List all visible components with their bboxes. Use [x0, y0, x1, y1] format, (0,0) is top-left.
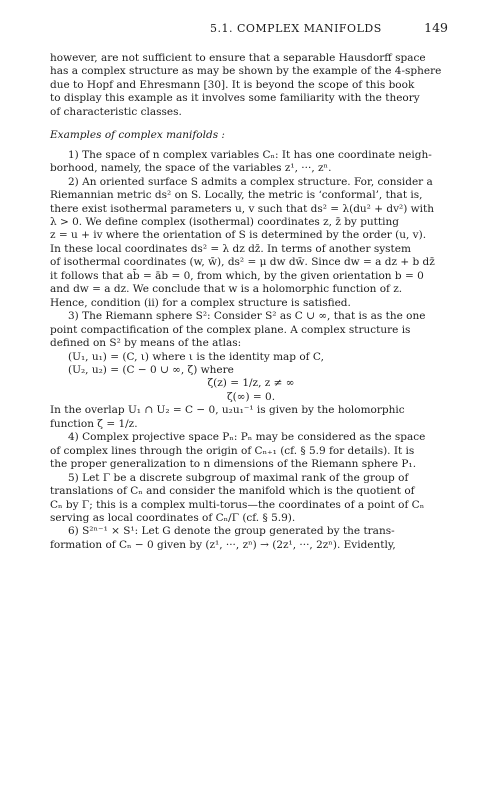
- text-line: 2) An oriented surface S admits a complex structure. For, consider a: [68, 175, 433, 188]
- text-line: λ > 0. We define complex (isothermal) coordinates z, z̄ by putting: [50, 215, 399, 228]
- text-line: point compactification of the complex plane. A complex structure is: [50, 323, 411, 336]
- text-line: and dw = a dz. We conclude that w is a holomorphic function of z.: [50, 283, 403, 296]
- text-line: 1) The space of n complex variables Cₙ: It has one coordinate neigh-: [68, 148, 432, 161]
- text-line: to display this example as it involves some familiarity with the theory: [50, 92, 420, 105]
- text-line: In these local coordinates ds² = λ dz dz̄. In terms of another system: [50, 242, 411, 255]
- text-line: translations of Cₙ and consider the manifold which is the quotient of: [50, 485, 415, 498]
- text-line: In the overlap U₁ ∩ U₂ = C − 0, u₂u₁⁻¹ is given by the holomorphic: [50, 404, 405, 417]
- text-line: 4) Complex projective space Pₙ: Pₙ may be considered as the space: [68, 431, 426, 444]
- text-line: there exist isothermal parameters u, v such that ds² = λ(du² + dv²) with: [50, 202, 434, 215]
- equation-zeta: ζ(z) = 1/z, z ≠ ∞: [207, 377, 295, 390]
- equation-zeta-infinity: ζ(∞) = 0.: [226, 390, 276, 403]
- page-body: [50, 52, 452, 552]
- text-line: the proper generalization to n dimensions of the Riemann sphere P₁.: [50, 458, 417, 471]
- text-line: Riemannian metric ds² on S. Locally, the metric is ‘conformal’, that is,: [50, 189, 423, 202]
- text-line: 6) S²ⁿ⁻¹ × S¹: Let G denote the group generated by the trans-: [68, 525, 395, 538]
- text-line: however, are not sufficient to ensure that a separable Hausdorff space: [50, 52, 426, 64]
- text-line: has a complex structure as may be shown by the example of the 4-sphere: [50, 65, 442, 78]
- atlas-line: (U₂, u₂) = (C − 0 ∪ ∞, ζ) where: [68, 363, 234, 376]
- text-line: 3) The Riemann sphere S²: Consider S² as C ∪ ∞, that is as the one: [68, 310, 426, 323]
- section-title: 5.1. COMPLEX MANIFOLDS: [210, 22, 382, 35]
- examples-heading: Examples of complex manifolds :: [50, 129, 225, 142]
- text-line: z = u + iv where the orientation of S is determined by the order (u, v).: [50, 229, 427, 242]
- text-line: 5) Let Γ be a discrete subgroup of maximal rank of the group of: [68, 471, 409, 484]
- text-line: formation of Cₙ − 0 given by (z¹, ···, zⁿ) → (2z¹, ···, 2zⁿ). Evidently,: [50, 538, 396, 551]
- text-line: borhood, namely, the space of the variables z¹, ···, zⁿ.: [50, 162, 332, 175]
- text-line: of complex lines through the origin of Cₙ₊₁ (cf. § 5.9 for details). It is: [50, 444, 415, 457]
- text-line: serving as local coordinates of Cₙ/Γ (cf. § 5.9).: [50, 511, 296, 524]
- text-line: of characteristic classes.: [50, 105, 182, 118]
- text-line: Cₙ by Γ; this is a complex multi-torus—the coordinates of a point of Cₙ: [50, 498, 425, 511]
- text-line: of isothermal coordinates (w, w̄), ds² = μ dw dw̄. Since dw = a dz + b dz̄: [50, 256, 435, 269]
- text-line: defined on S² by means of the atlas:: [50, 337, 242, 350]
- page-number: 149: [424, 20, 448, 35]
- running-header: [0, 20, 504, 38]
- text-line: due to Hopf and Ehresmann [30]. It is beyond the scope of this book: [50, 78, 415, 91]
- text-line: function ζ = 1/z.: [50, 417, 138, 430]
- text-line: Hence, condition (ii) for a complex structure is satisfied.: [50, 296, 351, 309]
- atlas-line: (U₁, u₁) = (C, ι) where ι is the identity map of C,: [68, 350, 324, 363]
- text-line: it follows that ab̄ = āb = 0, from which, by the given orientation b = 0: [50, 269, 424, 282]
